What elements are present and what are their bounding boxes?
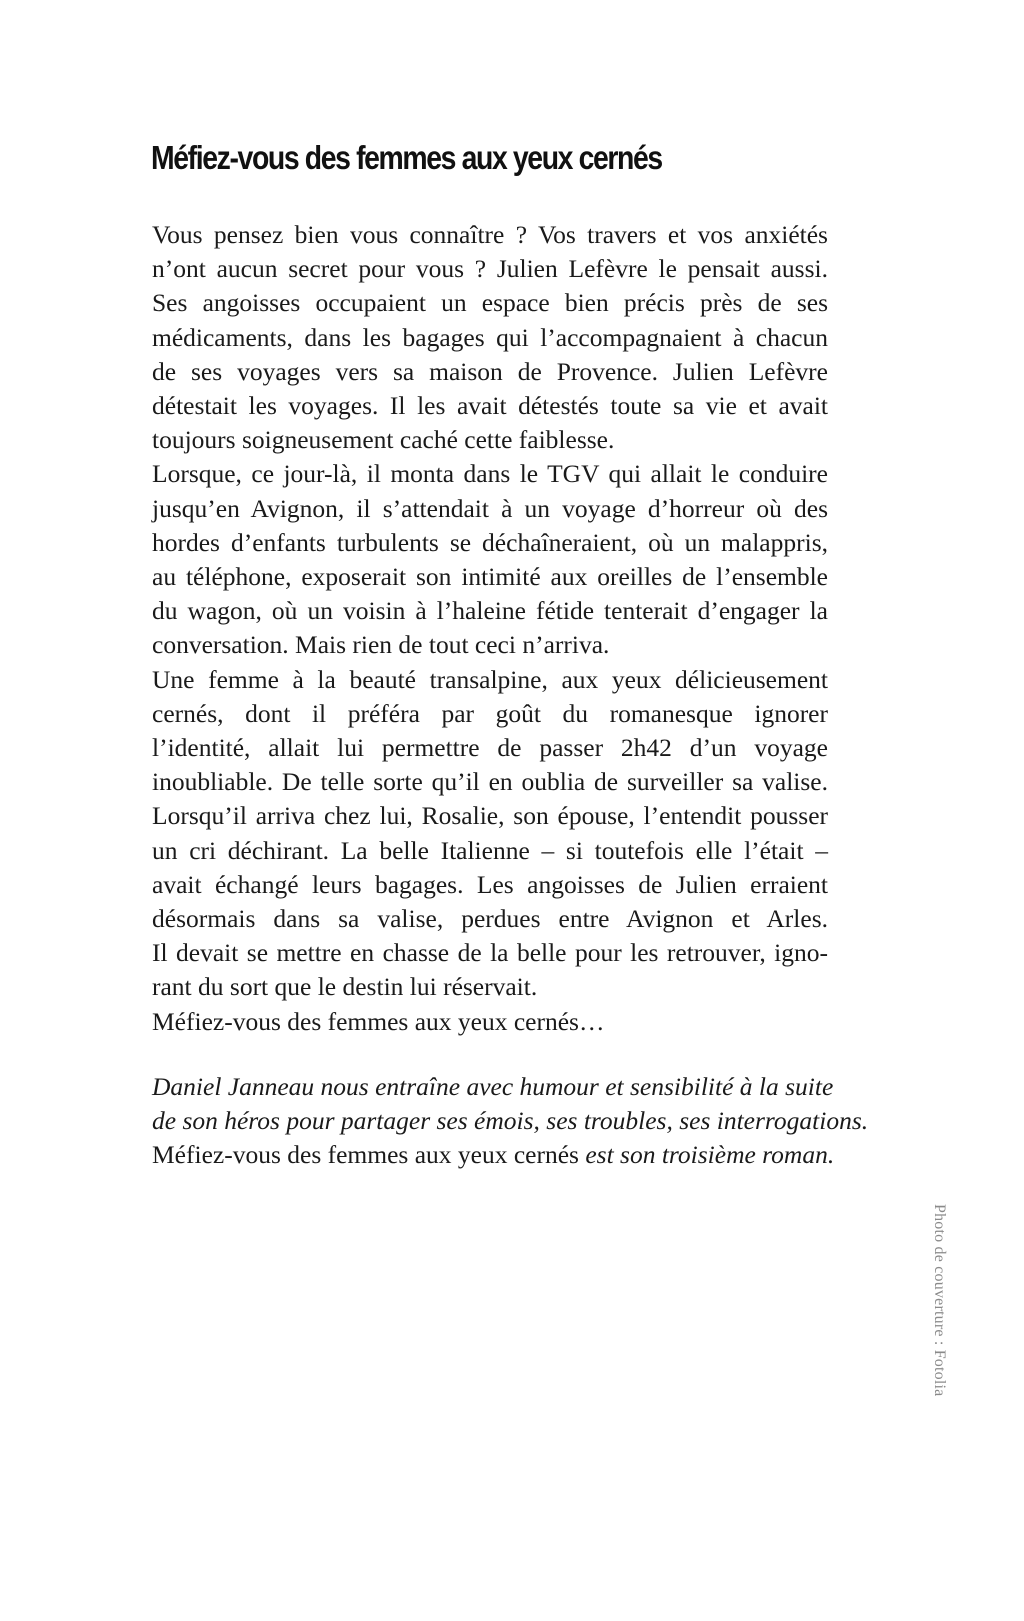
synopsis-line: Ses angoisses occupaient un espace bien précis près de ses (152, 288, 828, 318)
synopsis-line: Lorsqu’il arriva chez lui, Rosalie, son épouse, l’entendit pousser (152, 801, 828, 831)
synopsis-line: détestait les voyages. Il les avait détestés toute sa vie et avait (152, 391, 828, 421)
synopsis-line: Méfiez-vous des femmes aux yeux cernés… (152, 1006, 605, 1036)
synopsis-line: de ses voyages vers sa maison de Provence. Julien Lefèvre (152, 356, 828, 386)
synopsis-line: l’identité, allait lui permettre de passer 2h42 d’un voyage (152, 733, 828, 763)
synopsis-line: Lorsque, ce jour-là, il monta dans le TGV qui allait le conduire (152, 459, 828, 489)
synopsis-line: désormais dans sa valise, perdues entre Avignon et Arles. (152, 904, 828, 934)
book-title: Méfiez-vous des femmes aux yeux cernés (151, 139, 662, 176)
author-blurb (152, 1070, 869, 1173)
synopsis-line: Il devait se mettre en chasse de la belle pour les retrouver, igno- (152, 938, 828, 968)
synopsis-line: au téléphone, exposerait son intimité aux oreilles de l’ensemble (152, 562, 828, 592)
synopsis-line: avait échangé leurs bagages. Les angoisses de Julien erraient (152, 869, 828, 899)
synopsis-line: toujours soigneusement caché cette faiblesse. (152, 425, 615, 455)
synopsis-line: inoubliable. De telle sorte qu’il en oublia de surveiller sa valise. (152, 767, 828, 797)
blurb-line-1: Daniel Janneau nous entraîne avec humour et sensibilité à la suite (152, 1072, 834, 1101)
synopsis-line: Une femme à la beauté transalpine, aux yeux délicieusement (152, 664, 828, 694)
synopsis-line: n’ont aucun secret pour vous ? Julien Lefèvre le pensait aussi. (152, 254, 828, 284)
synopsis-line: conversation. Mais rien de tout ceci n’arriva. (152, 630, 610, 660)
blurb-book-title: Méfiez-vous des femmes aux yeux cernés (152, 1140, 579, 1170)
synopsis-line: cernés, dont il préféra par goût du romanesque ignorer (152, 698, 828, 728)
synopsis-text (152, 218, 828, 1039)
synopsis-line: médicaments, dans les bagages qui l’accompagnaient à chacun (152, 322, 828, 352)
blurb-line-3 (152, 1138, 835, 1172)
synopsis-line: jusqu’en Avignon, il s’attendait à un voyage d’horreur où des (152, 493, 828, 523)
blurb-line-3-rest: est son troisième roman. (578, 1140, 835, 1170)
synopsis-line: du wagon, où un voisin à l’haleine fétide tenterait d’engager la (152, 596, 828, 626)
synopsis-line: hordes d’enfants turbulents se déchaîneraient, où un malappris, (152, 527, 828, 557)
synopsis-line: un cri déchirant. La belle Italienne – si toutefois elle l’était – (152, 835, 828, 865)
blurb-line-2: de son héros pour partager ses émois, ses troubles, ses interrogations. (152, 1106, 869, 1136)
synopsis-line: rant du sort que le destin lui réservait. (152, 972, 538, 1002)
synopsis-line: Vous pensez bien vous connaître ? Vos travers et vos anxiétés (152, 220, 828, 249)
photo-credit: Photo de couverture : Fotolia (931, 1204, 948, 1397)
